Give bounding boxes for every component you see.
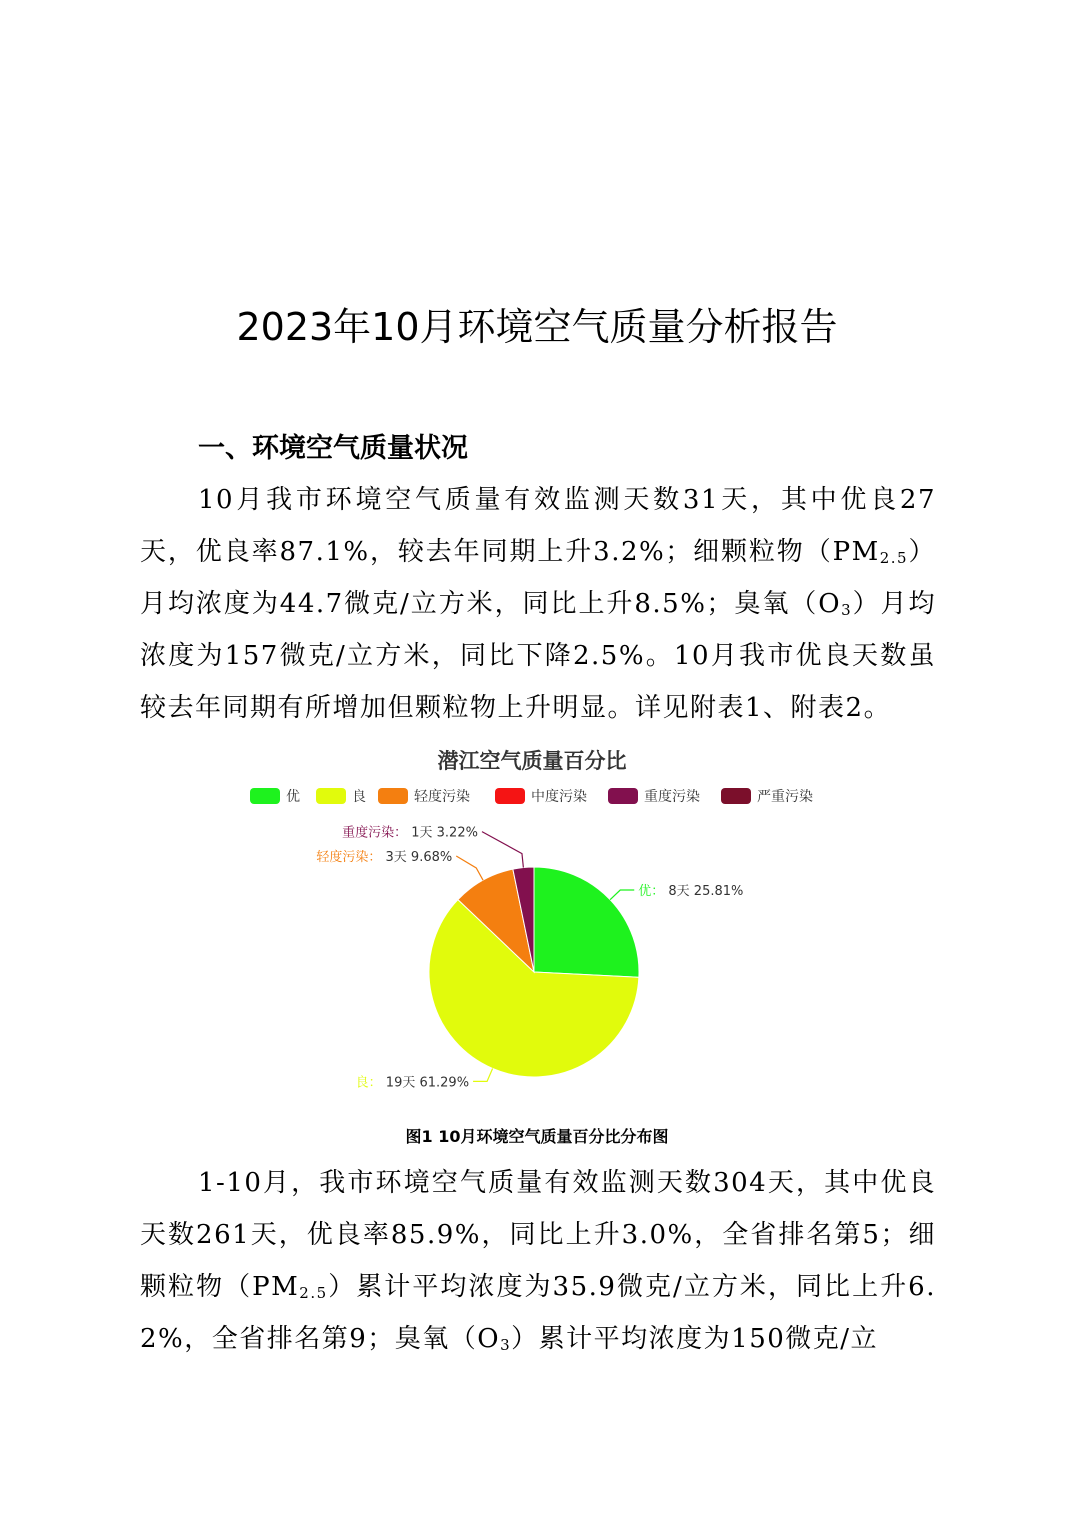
- legend-label: 重度污染: [644, 789, 700, 805]
- pie-chart-svg: [230, 740, 850, 1100]
- subscript: 3: [841, 601, 853, 619]
- pie-slice: [534, 867, 639, 977]
- pie-data-label: [316, 849, 452, 865]
- pie-label-name: 优：: [638, 884, 665, 900]
- text-run: 1-10月，我市环境空气质量有效监测天数304天，其中优良天数261天，优良率85.9%，同比上升3.0%，全省排名第5；细颗粒物（PM: [140, 1168, 936, 1302]
- section-heading: 一、环境空气质量状况: [198, 433, 468, 464]
- leader-line: [473, 1068, 493, 1081]
- legend-swatch: [378, 788, 408, 804]
- leader-line: [610, 890, 634, 900]
- pie-label-name: 良：: [355, 1075, 382, 1091]
- chart-title: 潜江空气质量百分比: [437, 749, 627, 773]
- pie-data-label: [638, 883, 743, 899]
- text-run: ）累计平均浓度为150微克/立: [511, 1324, 879, 1354]
- paragraph-ytd-summary: [140, 1157, 936, 1365]
- text-run: ）月均浓度为44.7微克/立方米，同比上升8.5%；臭氧（O: [140, 537, 936, 619]
- document-title: 2023年10月环境空气质量分析报告: [236, 305, 838, 349]
- legend-swatch: [495, 788, 525, 804]
- pie-label-name: 重度污染：: [342, 825, 408, 841]
- pie-label-name: 轻度污染：: [316, 849, 382, 865]
- legend-swatch: [608, 788, 638, 804]
- pie-data-label: [356, 1075, 469, 1090]
- chart-legend: [250, 788, 813, 805]
- paragraph-october-summary: [140, 474, 936, 734]
- pie-label-value: 1天 3.22%: [407, 825, 478, 841]
- legend-swatch: [316, 788, 346, 804]
- leader-line: [456, 856, 483, 880]
- figure-caption: 图1 10月环境空气质量百分比分布图: [405, 1127, 669, 1146]
- subscript: 2.5: [879, 549, 909, 567]
- pie-label-value: 8天 25.81%: [664, 884, 744, 900]
- text-run: 10月我市环境空气质量有效监测天数31天，其中优良27天，优良率87.1%，较去年同期上升3.2%；细颗粒物（PM: [140, 485, 936, 567]
- text-run: ）月均浓度为157微克/立方米，同比下降2.5%。10月我市优良天数虽较去年同期有所增加但颗粒物上升明显。详见附表1、附表2。: [140, 589, 936, 723]
- pie-label-value: 3天 9.68%: [381, 849, 453, 865]
- legend-label: 优: [286, 789, 300, 805]
- paragraph-text: [140, 1157, 936, 1365]
- legend-label: 良: [352, 789, 366, 805]
- pie-slices: [429, 867, 639, 1077]
- text-run: ）累计平均浓度为35.9微克/立方米，同比上升6.2%，全省排名第9；臭氧（O: [140, 1272, 936, 1354]
- legend-label: 中度污染: [531, 789, 587, 805]
- legend-swatch: [721, 788, 751, 804]
- subscript: 2.5: [299, 1284, 328, 1302]
- legend-label: 轻度污染: [414, 789, 470, 805]
- legend-swatch: [250, 788, 280, 804]
- pie-label-value: 19天 61.29%: [381, 1075, 470, 1091]
- pie-chart: [230, 740, 850, 1100]
- subscript: 3: [500, 1336, 512, 1354]
- leader-line: [482, 832, 523, 868]
- pie-data-label: [342, 825, 478, 841]
- paragraph-text: [140, 474, 936, 734]
- legend-label: 严重污染: [757, 789, 813, 805]
